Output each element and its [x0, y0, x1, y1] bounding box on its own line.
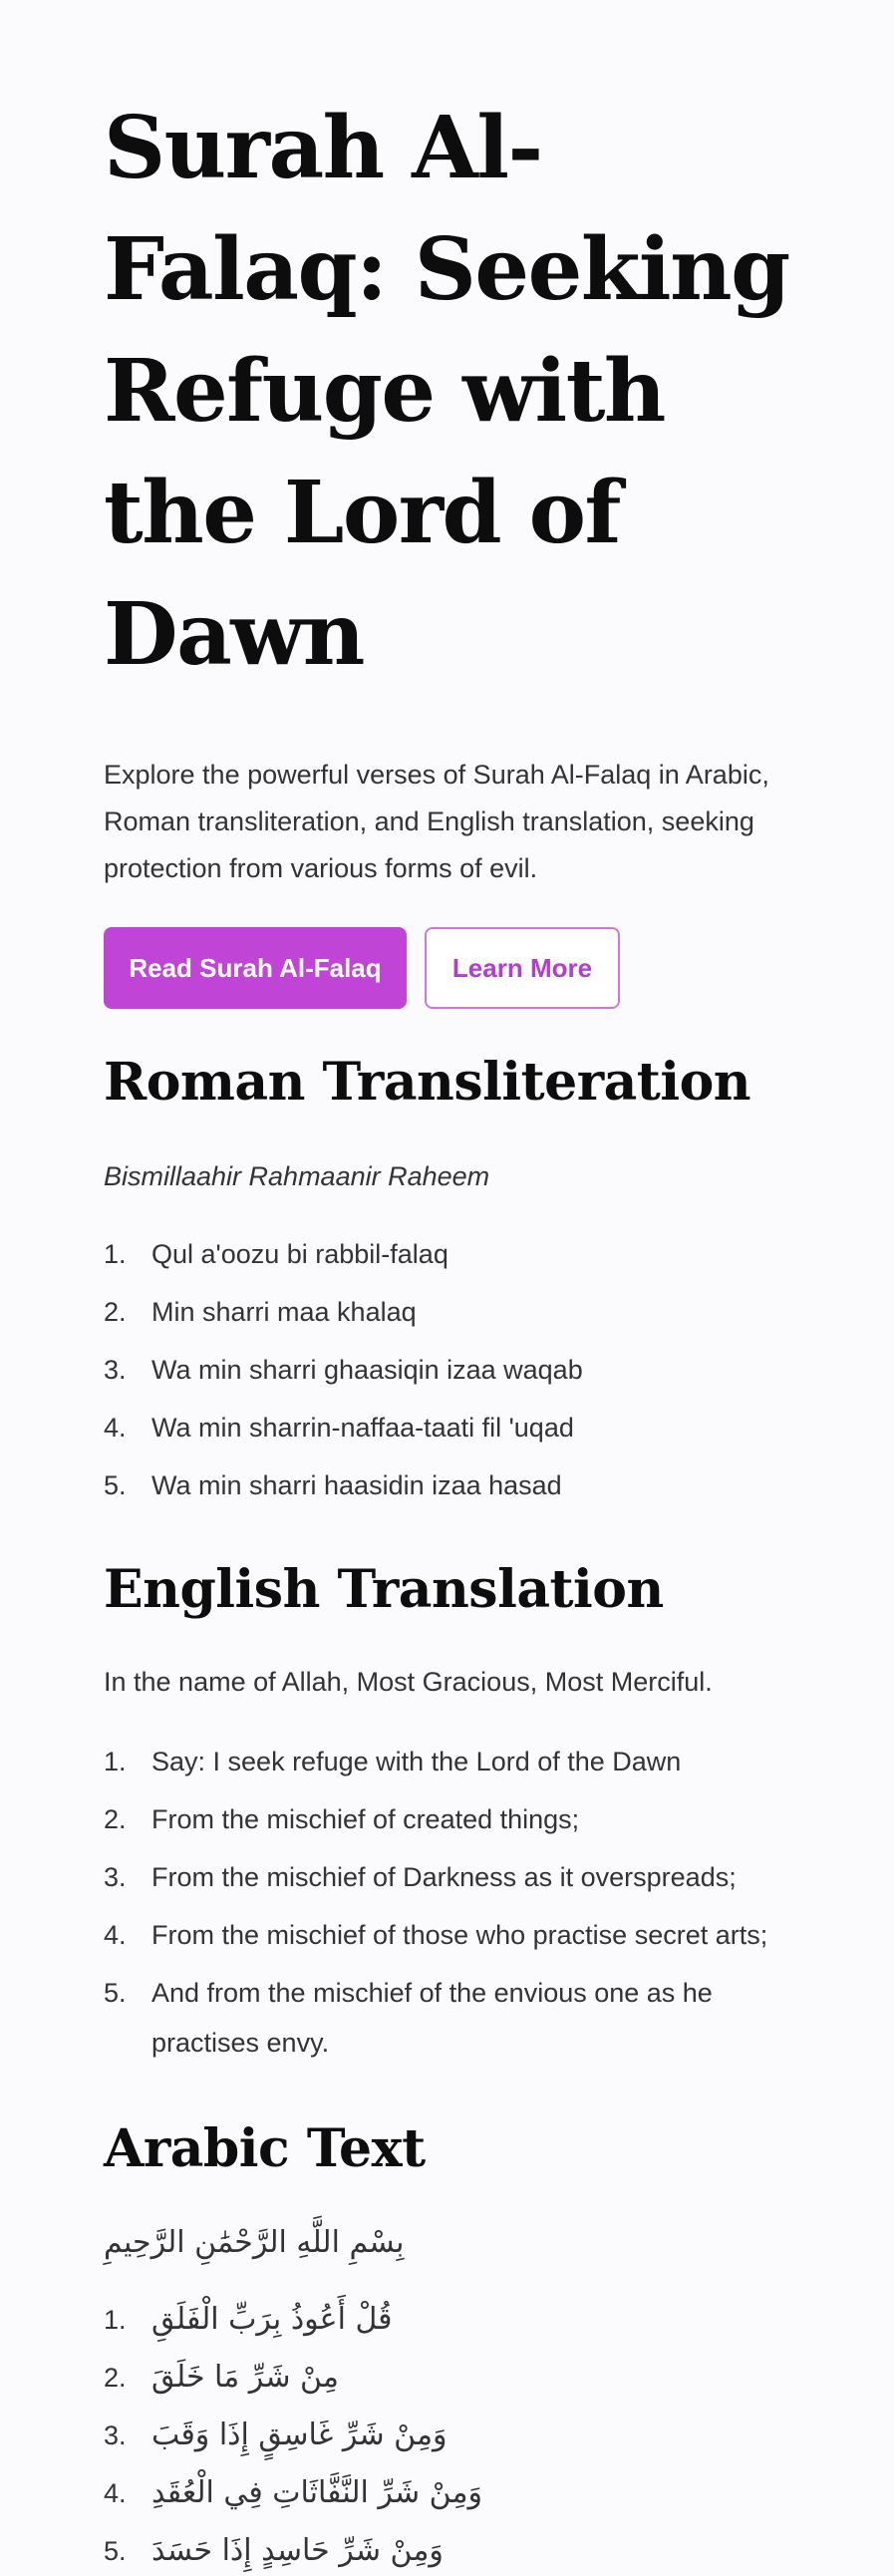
verse-text: From the mischief of those who practise secret arts;	[151, 1920, 768, 1950]
verse-text: وَمِنْ شَرِّ النَّفَّاثَاتِ فِي الْعُقَدِ	[151, 2475, 483, 2510]
read-surah-button[interactable]: Read Surah Al-Falaq	[104, 927, 407, 1009]
verse-number: 5.	[104, 2536, 127, 2566]
arabic-text-section	[104, 2117, 790, 2576]
verse-list-english	[104, 1737, 790, 2068]
section-heading-arabic: Arabic Text	[104, 2118, 426, 2179]
list-item	[104, 1910, 790, 1960]
verse-number: 3.	[104, 1862, 127, 1892]
verse-number: 2.	[104, 2363, 127, 2393]
verse-text: وَمِنْ شَرِّ غَاسِقٍ إِذَا وَقَبَ	[151, 2417, 447, 2452]
list-item	[104, 1287, 790, 1337]
list-item	[104, 1345, 790, 1395]
verse-text: And from the mischief of the envious one as he practises envy.	[151, 1978, 713, 2058]
section-heading-roman: Roman Transliteration	[104, 1052, 751, 1113]
verse-text: Wa min sharrin-naffaa-taati fil 'uqad	[151, 1413, 574, 1443]
bismillah-roman: Bismillaahir Rahmaanir Raheem	[104, 1161, 490, 1191]
list-item	[104, 2295, 790, 2345]
verse-number: 1.	[104, 2305, 127, 2335]
verse-text: Qul a'oozu bi rabbil-falaq	[151, 1239, 448, 1269]
list-item	[104, 1460, 790, 1510]
verse-text: مِنْ شَرِّ مَا خَلَقَ	[151, 2360, 339, 2395]
verse-number: 4.	[104, 2478, 127, 2508]
verse-text: وَمِنْ شَرِّ حَاسِدٍ إِذَا حَسَدَ	[151, 2533, 444, 2568]
verse-list-arabic	[104, 2295, 790, 2576]
list-item	[104, 1794, 790, 1844]
verse-text: Min sharri maa khalaq	[151, 1297, 417, 1327]
list-item	[104, 2526, 790, 2576]
verse-text: Wa min sharri haasidin izaa hasad	[151, 1470, 562, 1500]
list-item	[104, 1229, 790, 1279]
bismillah-english: In the name of Allah, Most Gracious, Most Merciful.	[104, 1667, 713, 1697]
verse-number: 3.	[104, 2420, 127, 2450]
verse-text: Wa min sharri ghaasiqin izaa waqab	[151, 1355, 583, 1385]
verse-number: 1.	[104, 1239, 127, 1269]
list-item	[104, 2353, 790, 2403]
verse-text: From the mischief of created things;	[151, 1804, 580, 1834]
verse-text: From the mischief of Darkness as it overspreads;	[151, 1862, 737, 1892]
verse-number: 3.	[104, 1355, 127, 1385]
list-item	[104, 1737, 790, 1786]
english-translation-section	[104, 1558, 790, 2068]
list-item	[104, 1968, 790, 2068]
bismillah-arabic: بِسْمِ اللَّهِ الرَّحْمَٰنِ الرَّحِيمِ	[104, 2225, 405, 2260]
list-item	[104, 2411, 790, 2460]
verse-number: 4.	[104, 1920, 127, 1950]
list-item	[104, 2468, 790, 2518]
verse-number: 5.	[104, 1978, 127, 2008]
list-item	[104, 1852, 790, 1902]
verse-text: قُلْ أَعُوذُ بِرَبِّ الْفَلَقِ	[151, 2302, 393, 2337]
verse-number: 1.	[104, 1747, 127, 1776]
section-heading-english: English Translation	[104, 1559, 664, 1620]
list-item	[104, 1403, 790, 1452]
button-group	[104, 927, 790, 1009]
verse-text: Say: I seek refuge with the Lord of the Dawn	[151, 1747, 682, 1776]
page-title: Surah Al-Falaq: Seeking Refuge with the Lord of Dawn	[104, 98, 789, 685]
learn-more-button[interactable]: Learn More	[425, 927, 620, 1009]
verse-number: 5.	[104, 1470, 127, 1500]
intro-text: Explore the powerful verses of Surah Al-Falaq in Arabic, Roman transliteration, and English translation, seeking protection from various forms of evil.	[104, 760, 769, 883]
verse-list-roman	[104, 1229, 790, 1510]
verse-number: 2.	[104, 1297, 127, 1327]
verse-number: 2.	[104, 1804, 127, 1834]
verse-number: 4.	[104, 1413, 127, 1443]
roman-transliteration-section	[104, 1051, 790, 1510]
